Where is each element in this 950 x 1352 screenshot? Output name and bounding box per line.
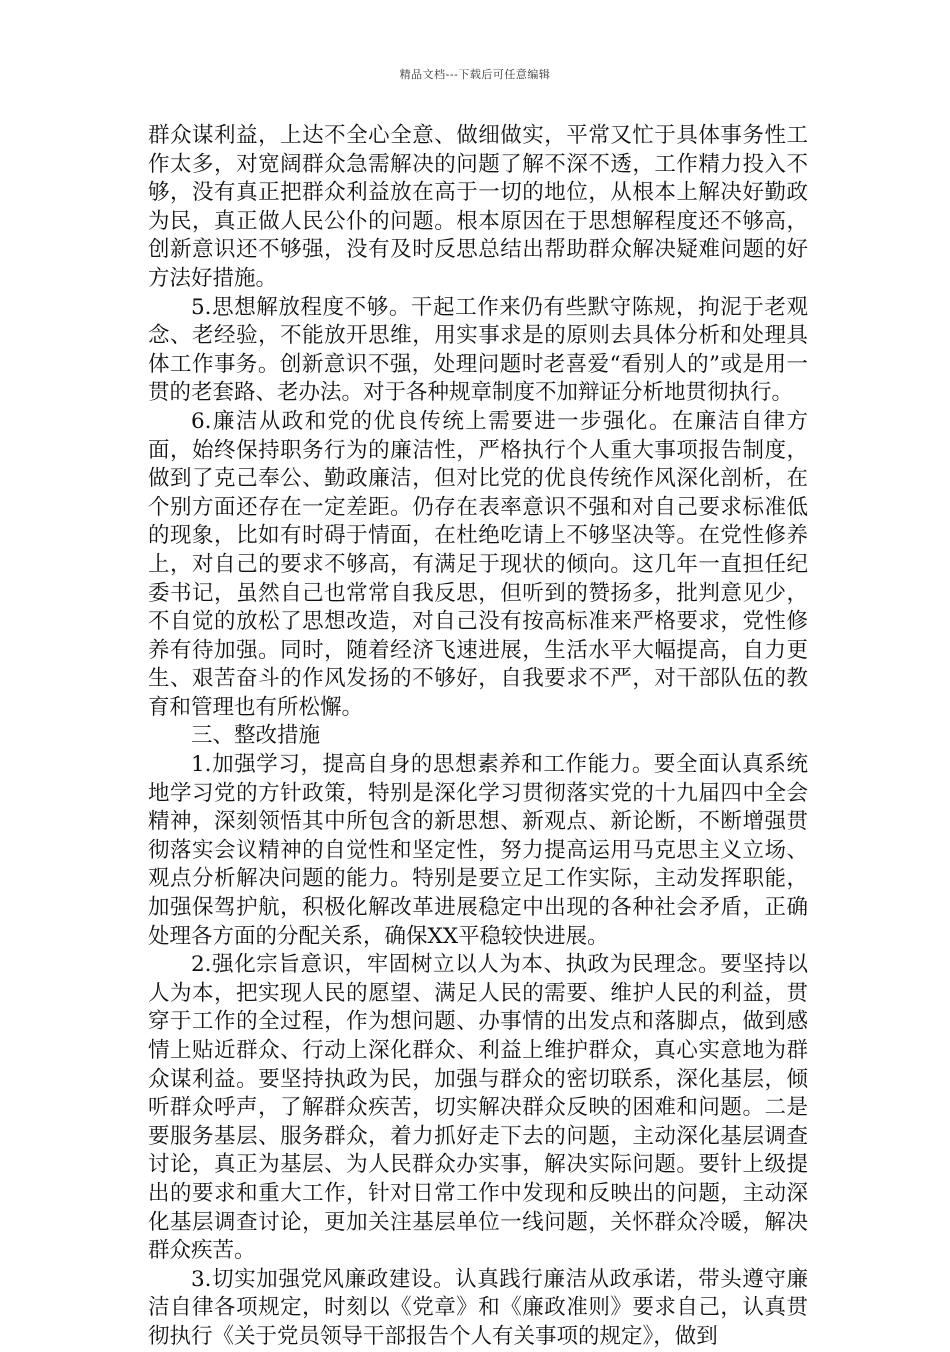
paragraph-4: 1.加强学习，提高自身的思想素养和工作能力。要全面认真系统地学习党的方针政策，特别是深化学习贯彻落实党的十九届四中全会精神，深刻领悟其中所包含的新思想、新观点、新论断，不断增强贯彻落实会议精神的自觉性和坚定性，努力提高运用马克思主义立场、观点分析解决问题的能力。特别是要立足工作实际，主动发挥职能，加强保驾护航，积极化解改革进展稳定中出现的各种社会矛盾，正确处理各方面的分配关系，确保XX平稳较快进展。 bbox=[148, 752, 808, 949]
paragraph-3: 6.廉洁从政和党的优良传统上需要进一步强化。在廉洁自律方面，始终保持职务行为的廉洁性，严格执行个人重大事项报告制度，做到了克己奉公、勤政廉洁，但对比党的优良传统作风深化剖析，在个别方面还存在一定差距。仍存在表率意识不强和对自己要求标准低的现象，比如有时碍于情面，在杜绝吃请上不够坚决等。在党性修养上，对自己的要求不够高，有满足于现状的倾向。这几年一直担任纪委书记，虽然自己也常常自我反思，但听到的赞扬多，批判意见少，不自觉的放松了思想改造，对自己没有按高标准来严格要求，党性修养有待加强。同时，随着经济飞速进展，生活水平大幅提高，自力更生、艰苦奋斗的作风发扬的不够好，自我要求不严，对干部队伍的教育和管理也有所松懈。 bbox=[148, 408, 808, 720]
document-body bbox=[148, 122, 808, 1352]
paragraph-6: 3.切实加强党风廉政建设。认真践行廉洁从政承诺，带头遵守廉洁自律各项规定，时刻以《党章》和《廉政准则》要求自己，认真贯彻执行《关于党员领导干部报告个人有关事项的规定》，做到 bbox=[148, 1266, 808, 1349]
page-header: 精品文档---下载后可任意编辑 bbox=[399, 68, 551, 81]
paragraph-2: 5.思想解放程度不够。干起工作来仍有些默守陈规，拘泥于老观念、老经验，不能放开思维，用实事求是的原则去具体分析和处理具体工作事务。创新意识不强，处理问题时老喜爱“看别人的”或是用一贯的老套路、老办法。对于各种规章制度不加辩证分析地贯彻执行。 bbox=[148, 294, 808, 406]
paragraph-1: 群众谋利益，上达不全心全意、做细做实，平常又忙于具体事务性工作太多，对宽阔群众急需解决的问题了解不深不透，工作精力投入不够，没有真正把群众利益放在高于一切的地位，从根本上解决好勤政为民，真正做人民公仆的问题。根本原因在于思想解程度还不够高，创新意识还不够强，没有及时反思总结出帮助群众解决疑难问题的好方法好措施。 bbox=[148, 123, 808, 291]
section-heading: 三、整改措施 bbox=[191, 723, 321, 749]
paragraph-5: 2.强化宗旨意识，牢固树立以人为本、执政为民理念。要坚持以人为本，把实现人民的愿望、满足人民的需要、维护人民的利益，贯穿于工作的全过程，作为想问题、办事情的出发点和落脚点，做到感情上贴近群众、行动上深化群众、利益上维护群众，真心实意地为群众谋利益。要坚持执政为民，加强与群众的密切联系，深化基层，倾听群众呼声，了解群众疾苦，切实解决群众反映的困难和问题。二是要服务基层、服务群众，着力抓好走下去的问题，主动深化基层调查讨论，真正为基层、为人民群众办实事，解决实际问题。要针上级提出的要求和重大工作，针对日常工作中发现和反映出的问题，主动深化基层调查讨论，更加关注基层单位一线问题，关怀群众冷暖，解决群众疾苦。 bbox=[148, 952, 808, 1264]
